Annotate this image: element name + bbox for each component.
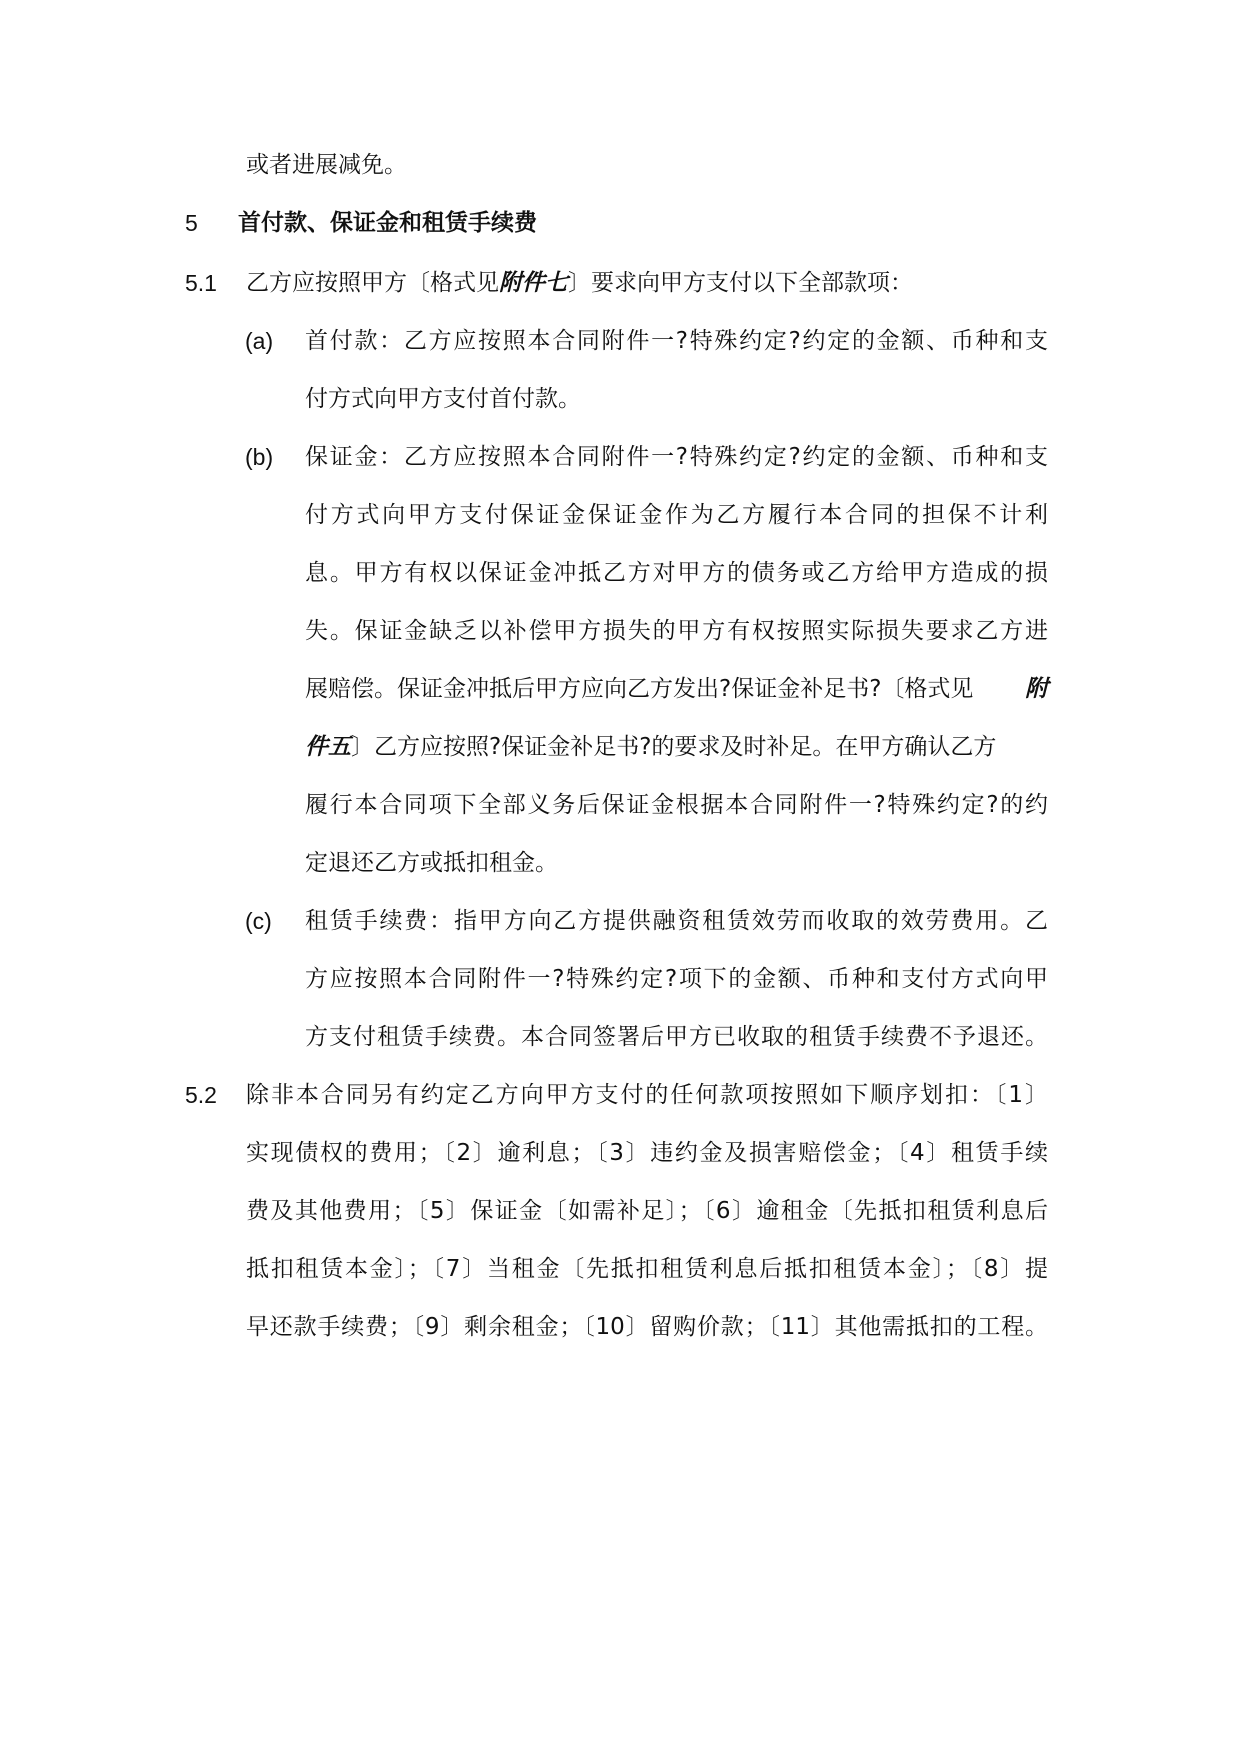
clause-5-1-text: 乙方应按照甲方〔格式见附件七〕要求向甲方支付以下全部款项： xyxy=(246,270,913,296)
clause-5-2-line: 除非本合同另有约定乙方向甲方支付的任何款项按照如下顺序划扣：〔1〕 xyxy=(246,1082,1048,1108)
section-title: 首付款、保证金和租赁手续费 xyxy=(238,210,537,236)
item-b-line: 保证金：乙方应按照本合同附件一?特殊约定?约定的金额、币种和支 xyxy=(305,444,1048,470)
item-b-line: 件五〕乙方应按照?保证金补足书?的要求及时补足。在甲方确认乙方 xyxy=(305,734,997,760)
item-c-line: 方支付租赁手续费。本合同签署后甲方已收取的租赁手续费不予退还。 xyxy=(305,1024,1048,1050)
item-a-line: 首付款：乙方应按照本合同附件一?特殊约定?约定的金额、币种和支 xyxy=(305,328,1048,354)
clause-5-2-line: 实现债权的费用；〔2〕逾利息；〔3〕违约金及损害赔偿金；〔4〕租赁手续 xyxy=(246,1140,1048,1166)
item-b-line: 付方式向甲方支付保证金保证金作为乙方履行本合同的担保不计利 xyxy=(305,502,1048,528)
item-label-c: (c) xyxy=(245,908,272,934)
item-b-line: 定退还乙方或抵扣租金。 xyxy=(305,850,558,876)
section-number: 5 xyxy=(185,210,198,236)
annex-reference: 附 xyxy=(1025,676,1048,702)
item-label-a: (a) xyxy=(245,328,274,354)
clause-number-5-1: 5.1 xyxy=(185,270,217,296)
annex-reference: 附件七 xyxy=(499,270,568,296)
clause-number-5-2: 5.2 xyxy=(185,1082,217,1108)
item-b-line: 履行本合同项下全部义务后保证金根据本合同附件一?特殊约定?的约 xyxy=(305,792,1048,818)
item-c-line: 租赁手续费：指甲方向乙方提供融资租赁效劳而收取的效劳费用。乙 xyxy=(305,908,1048,934)
clause-5-2-line: 早还款手续费；〔9〕剩余租金；〔10〕留购价款；〔11〕其他需抵扣的工程。 xyxy=(246,1314,1048,1340)
clause-5-2-line: 抵扣租赁本金〕；〔7〕当租金〔先抵扣租赁利息后抵扣租赁本金〕；〔8〕提 xyxy=(246,1256,1048,1282)
annex-reference: 件五 xyxy=(305,734,351,760)
continuation-line: 或者进展减免。 xyxy=(246,152,407,178)
clause-5-2-line: 费及其他费用；〔5〕保证金〔如需补足〕；〔6〕逾租金〔先抵扣租赁利息后 xyxy=(246,1198,1048,1224)
item-b-line: 展赔偿。保证金冲抵后甲方应向乙方发出?保证金补足书?〔格式见 附 xyxy=(305,676,1048,702)
item-b-line: 失。保证金缺乏以补偿甲方损失的甲方有权按照实际损失要求乙方进 xyxy=(305,618,1048,644)
item-c-line: 方应按照本合同附件一?特殊约定?项下的金额、币种和支付方式向甲 xyxy=(305,966,1048,992)
item-label-b: (b) xyxy=(245,444,274,470)
item-a-line: 付方式向甲方支付首付款。 xyxy=(305,386,581,412)
item-b-line: 息。甲方有权以保证金冲抵乙方对甲方的债务或乙方给甲方造成的损 xyxy=(305,560,1048,586)
